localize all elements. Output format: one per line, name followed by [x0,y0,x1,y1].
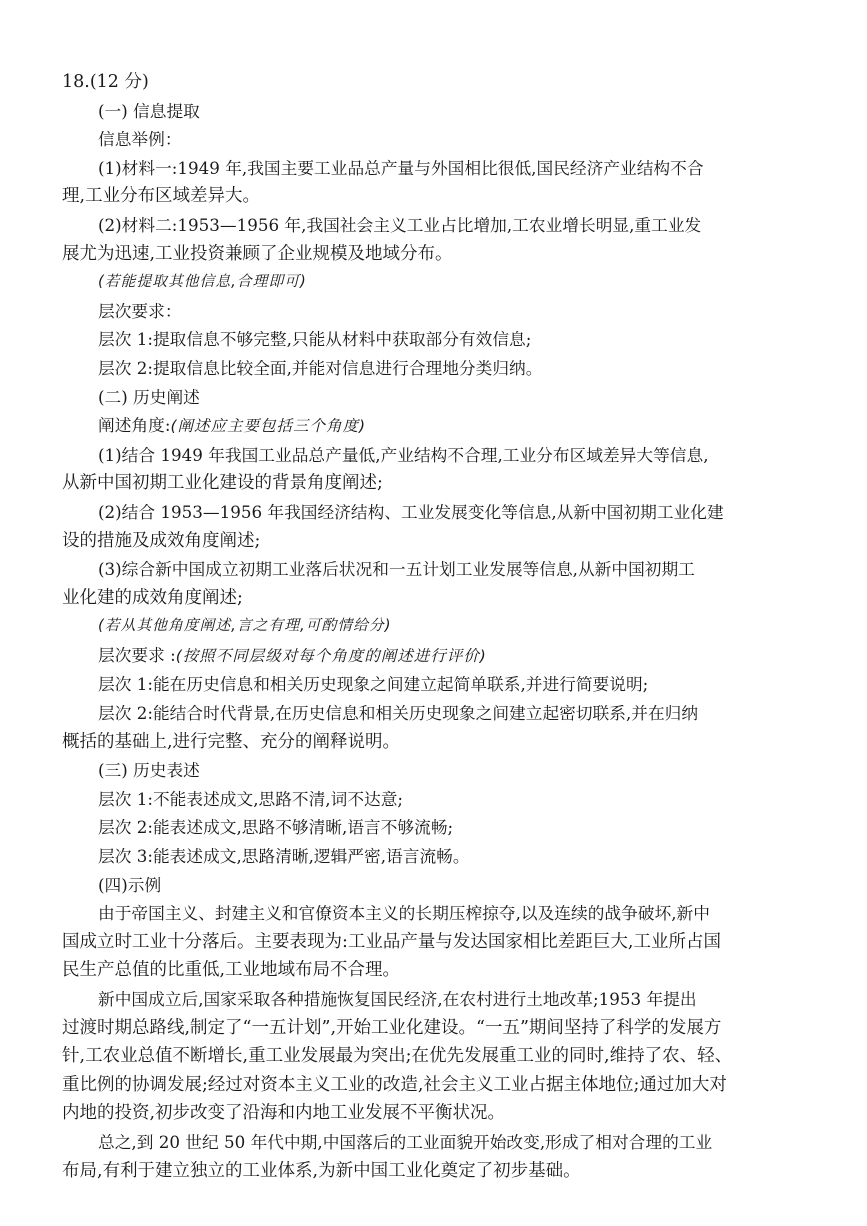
text-line: 理,工业分布区域差异大。 [62,186,261,207]
text-line: 层次要求： [98,300,182,321]
section-heading-1: (一) 信息提取 [98,100,200,121]
text-line: (1)材料一:1949 年,我国主要工业品总产量与外国相比很低,国民经济产业结构不合 [98,157,704,178]
text-line [62,641,827,671]
text-line: 针,工农业总值不断增长,重工业发展最为突出;在优先发展重工业的同时,维持了农、轻、 [62,1046,733,1067]
text-line: (2)材料二:1953—1956 年,我国社会主义工业占比增加,工农业增长明显,重工业发 [98,214,702,235]
grading-note: (若从其他角度阐述,言之有理,可酌情给分) [98,617,392,635]
section-heading-2: (二) 历史阐述 [98,386,200,407]
grading-note: (若能提取其他信息,合理即可) [98,273,307,291]
text-line: 概括的基础上,进行完整、充分的阐释说明。 [62,731,401,752]
text-line: 过渡时期总路线,制定了“一五计划”,开始工业化建设。“一五”期间坚持了科学的发展方 [62,1017,722,1038]
text-line: 业化建的成效角度阐述; [62,587,243,608]
text-line: 层次 2:提取信息比较全面,并能对信息进行合理地分类归纳。 [98,357,543,378]
text-line: 设的措施及成效角度阐述; [62,530,261,551]
text-line: 国成立时工业十分落后。主要表现为:工业品产量与发达国家相比差距巨大,工业所占国 [62,931,721,952]
question-number: 18.(12 分) [62,72,149,92]
text-line: 层次 1:不能表述成文,思路不清,词不达意; [98,788,404,809]
text-label: 层次要求 : [98,644,176,665]
text-line: (3)综合新中国成立初期工业落后状况和一五计划工业发展等信息,从新中国初期工 [98,559,695,580]
text-line: 由于帝国主义、封建主义和官僚资本主义的长期压榨掠夺,以及连续的战争破坏,新中 [98,903,710,924]
text-line: 从新中国初期工业化建设的背景角度阐述; [62,473,383,494]
text-line: 信息举例： [98,129,182,150]
text-line: 层次 1:提取信息不够完整,只能从材料中获取部分有效信息; [98,329,532,350]
text-line: (2)结合 1953—1956 年我国经济结构、工业发展变化等信息,从新中国初期工业化建 [98,501,724,522]
text-label: 阐述角度: [98,415,171,436]
text-line: 展尤为迅速,工业投资兼顾了企业规模及地域分布。 [62,243,453,264]
grading-note: (阐述应主要包括三个角度) [170,417,367,436]
text-line: 内地的投资,初步改变了沿海和内地工业发展不平衡状况。 [62,1103,506,1124]
text-line: 新中国成立后,国家采取各种措施恢复国民经济,在农村进行土地改革;1953 年提出 [98,989,697,1009]
section-heading-3: (三) 历史表述 [98,760,200,781]
text-line: 层次 2:能结合时代背景,在历史信息和相关历史现象之间建立起密切联系,并在归纳 [98,703,699,724]
text-line: 层次 2:能表述成文,思路不够清晰,语言不够流畅; [98,817,454,838]
text-line: 民生产总值的比重低,工业地域布局不合理。 [62,960,401,981]
text-line: 总之,到 20 世纪 50 年代中期,中国落后的工业面貌开始改变,形成了相对合理的工业 [98,1131,713,1152]
section-heading-4: (四)示例 [98,874,162,895]
grading-note: (按照不同层级对每个角度的阐述进行评价) [175,646,487,665]
text-line: 重比例的协调发展;经过对资本主义工业的改造,社会主义工业占据主体地位;通过加大对 [62,1074,727,1095]
text-line [62,411,827,441]
text-line: 层次 3:能表述成文,思路清晰,逻辑严密,语言流畅。 [98,846,470,867]
text-line: 层次 1:能在历史信息和相关历史现象之间建立起简单联系,并进行简要说明; [98,674,649,695]
text-line: (1)结合 1949 年我国工业品总产量低,产业结构不合理,工业分布区域差异大等信息, [98,444,709,465]
text-line: 布局,有利于建立独立的工业体系,为新中国工业化奠定了初步基础。 [62,1160,581,1181]
